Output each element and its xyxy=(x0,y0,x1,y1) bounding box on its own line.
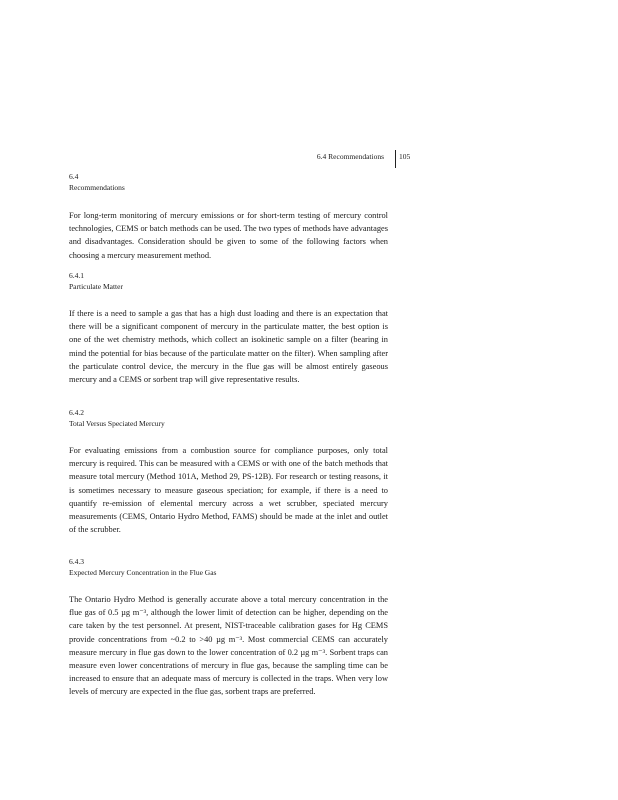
section-number: 6.4.3 xyxy=(69,557,84,566)
section-paragraph: For long-term monitoring of mercury emissions or for short-term testing of mercury control technologies, CEMS or batch methods can be used. The two types of methods have advantages and disadvantages. Consideration should be given to some of the following factors when choosing a mercury measurement method. xyxy=(69,211,388,260)
section-title: Particulate Matter xyxy=(69,282,123,291)
section-title: Recommendations xyxy=(69,183,125,192)
page-number: 105 xyxy=(399,152,411,161)
section-paragraph: The Ontario Hydro Method is generally accurate above a total mercury concentration in the flue gas of 0.5 µg m⁻³, although the lower limit of detection can be higher, depending on the care taken by the test personnel. At present, NIST-traceable calibration gases for Hg CEMS provide concentrations from ~0.2 to >40 µg m⁻³. Most commercial CEMS can accurately measure mercury in flue gas down to the lower concentration of 0.2 µg m⁻³. Sorbent traps can measure even lower concentrations of mercury in flue gas, because the sampling time can be increased to ensure that an adequate mass of mercury is collected in the traps. When very low levels of mercury are expected in the flue gas, sorbent traps are preferred. xyxy=(69,595,388,697)
section-6-4 xyxy=(69,171,388,262)
section-number: 6.4.2 xyxy=(69,408,84,417)
section-6-4-3 xyxy=(69,556,388,699)
section-paragraph: If there is a need to sample a gas that has a high dust loading and there is an expectation that there will be a significant component of mercury in the particulate matter, the best option is one of the wet chemistry methods, which collect an isokinetic sample on a filter (bearing in mind the potential for bias because of the particulate matter on the filter). When sampling after the particulate control device, the mercury in the flue gas will be almost entirely gaseous mercury and a CEMS or sorbent trap will give representative results. xyxy=(69,309,388,385)
section-number: 6.4.1 xyxy=(69,271,84,280)
section-6-4-1 xyxy=(69,270,388,386)
running-head xyxy=(300,152,410,168)
section-title: Expected Mercury Concentration in the Flue Gas xyxy=(69,568,217,577)
section-6-4-2 xyxy=(69,407,388,536)
running-head-title: 6.4 Recommendations xyxy=(316,152,384,161)
running-head-divider xyxy=(395,150,396,168)
section-paragraph: For evaluating emissions from a combustion source for compliance purposes, only total mercury is required. This can be measured with a CEMS or with one of the batch methods that measure total mercury (Method 101A, Method 29, PS-12B). For research or testing reasons, it is sometimes necessary to measure gaseous speciation; for example, if there is a need to quantify re-emission of elemental mercury across a wet scrubber, speciated mercury measurements (CEMS, Ontario Hydro Method, FAMS) should be made at the inlet and outlet of the scrubber. xyxy=(69,446,388,535)
section-title: Total Versus Speciated Mercury xyxy=(69,419,165,428)
section-number: 6.4 xyxy=(69,172,79,181)
